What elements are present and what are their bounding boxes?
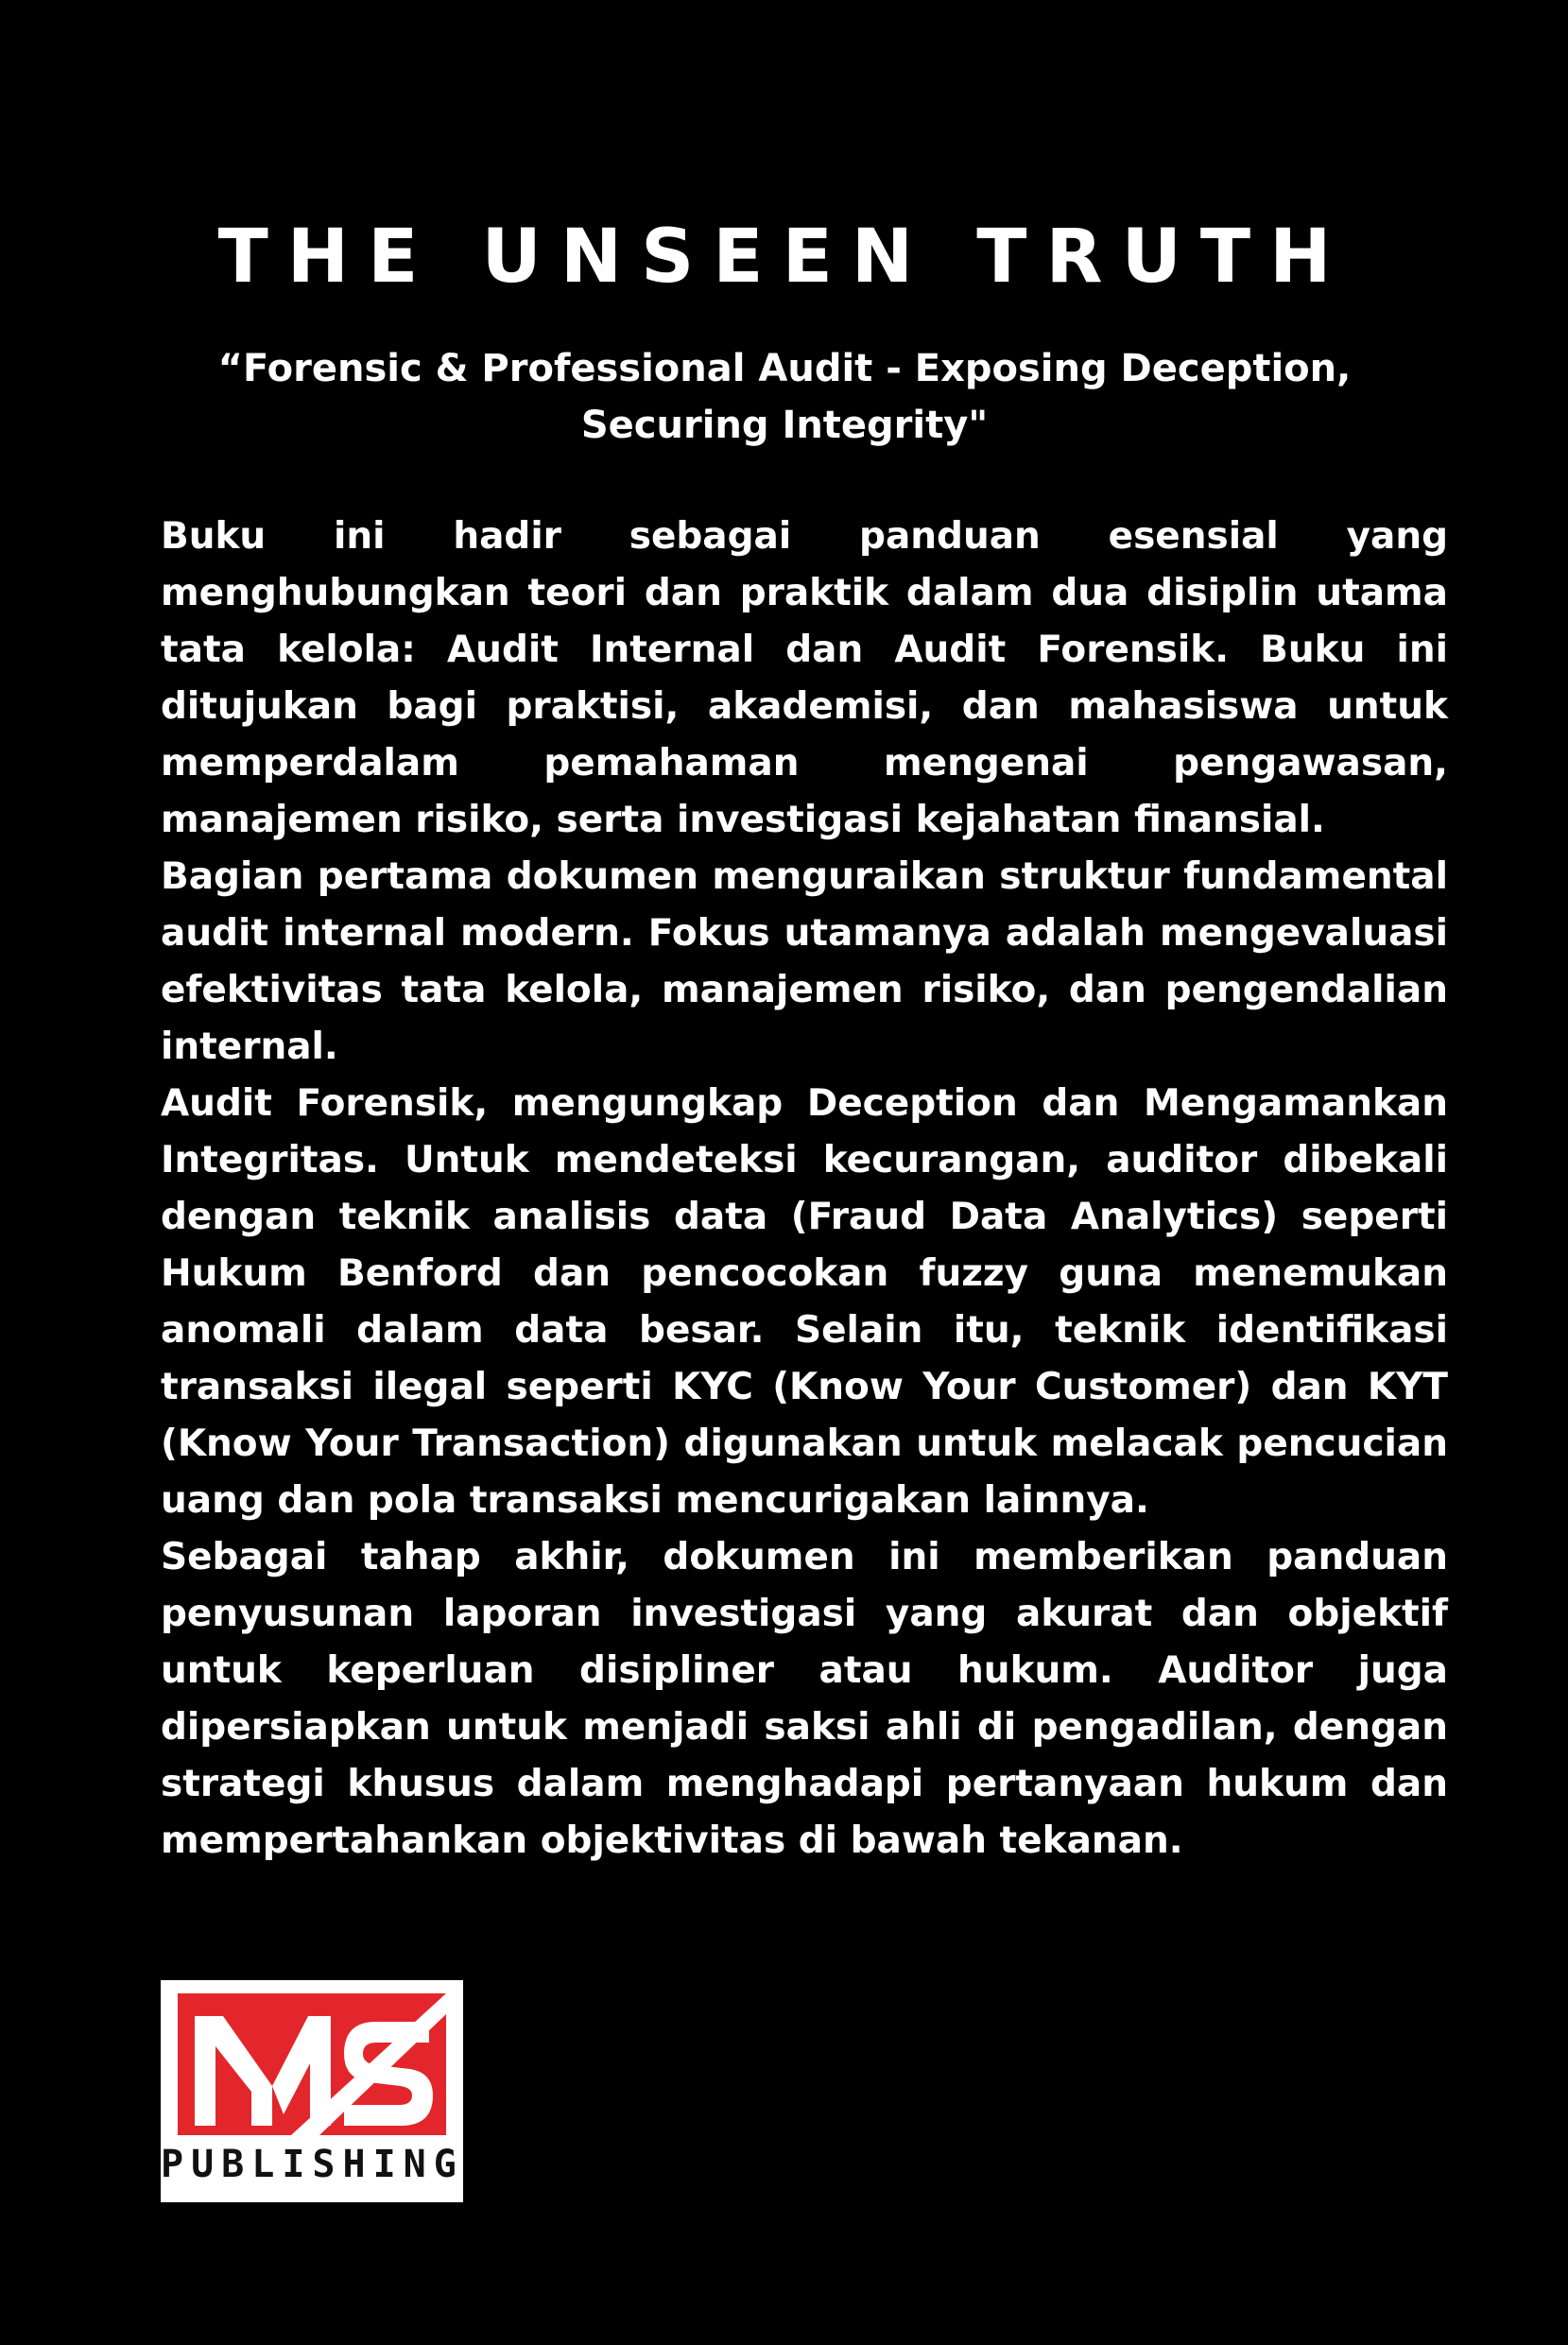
synopsis-paragraph: Bagian pertama dokumen menguraikan struktur fundamental audit internal modern. Fokus utamanya adalah mengevaluasi efektivitas tata kelola, manajemen risiko, dan pengendalian internal. [161, 855, 1448, 1068]
synopsis [161, 509, 1448, 1870]
book-title: THE UNSEEN TRUTH [217, 215, 1351, 300]
publisher-logo [161, 1980, 463, 2202]
synopsis-paragraph: Buku ini hadir sebagai panduan esensial yang menghubungkan teori dan praktik dalam dua disiplin utama tata kelola: Audit Internal dan Audit Forensik. Buku ini ditujukan bagi praktisi, akademisi, dan mahasiswa untuk memperdalam pemahaman mengenai pengawasan, manajemen risiko, serta investigasi kejahatan finansial. [161, 515, 1448, 841]
synopsis-paragraph: Audit Forensik, mengungkap Deception dan Mengamankan Integritas. Untuk mendeteksi kecurangan, auditor dibekali dengan teknik analisis data (Fraud Data Analytics) seperti Hukum Benford dan pencocokan fuzzy guna menemukan anomali dalam data besar. Selain itu, teknik identifikasi transaksi ilegal seperti KYC (Know Your Customer) dan KYT (Know Your Transaction) digunakan untuk melacak pencucian uang dan pola transaksi mencurigakan lainnya. [161, 1082, 1448, 1522]
book-subtitle: “Forensic & Professional Audit - Exposing Deception, Securing Integrity" [217, 347, 1352, 447]
publisher-label: PUBLISHING [161, 2143, 464, 2186]
synopsis-paragraph: Sebagai tahap akhir, dokumen ini memberikan panduan penyusunan laporan investigasi yang akurat dan objektif untuk keperluan disipliner atau hukum. Auditor juga dipersiapkan untuk menjadi saksi ahli di pengadilan, dengan strategi khusus dalam menghadapi pertanyaan hukum dan mempertahankan objektivitas di bawah tekanan. [161, 1536, 1448, 1862]
ms-logo-mark [178, 1993, 446, 2135]
